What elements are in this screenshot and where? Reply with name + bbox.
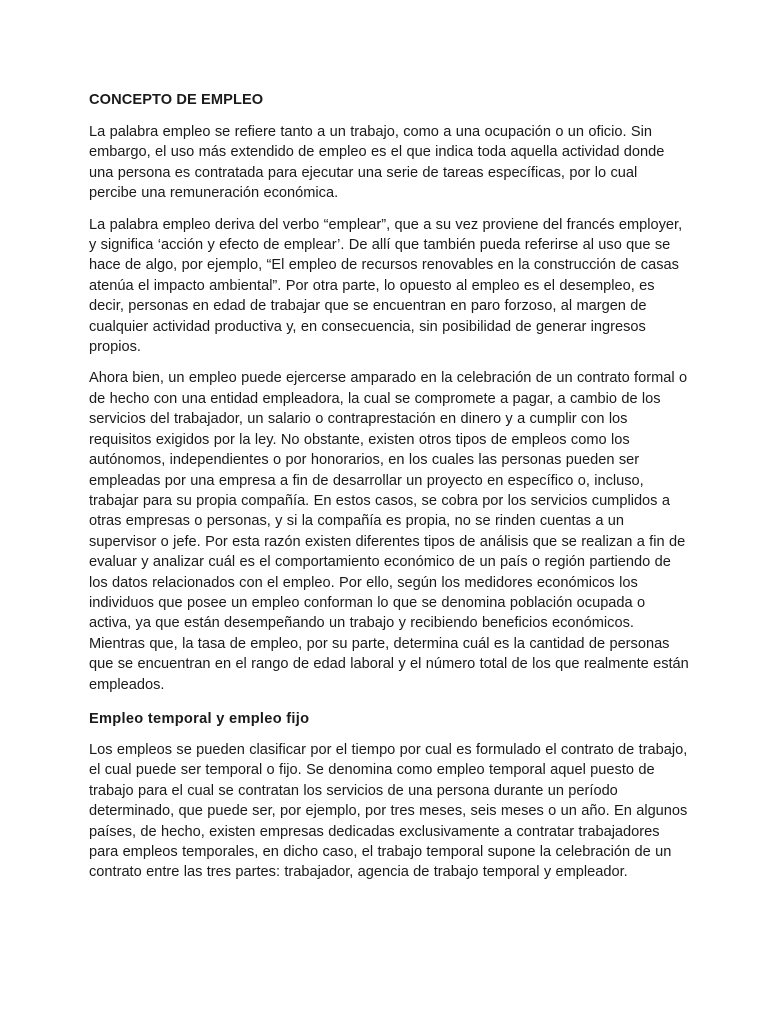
paragraph-1: La palabra empleo se refiere tanto a un trabajo, como a una ocupación o un oficio. Sin embargo, el uso más extendido de empleo es el que indica toda aquella actividad donde una persona es contratada para ejecutar una serie de tareas específicas, por lo cual percibe una remuneración económica. (89, 124, 665, 202)
paragraph-3: Ahora bien, un empleo puede ejercerse amparado en la celebración de un contrato formal o de hecho con una entidad empleadora, la cual se compromete a pagar, a cambio de los servicios del trabajador, un salario o contraprestación en dinero y a cumplir con los requisitos exigidos por la ley. No obstante, existen otros tipos de empleos como los autónomos, independientes o por honorarios, en los cuales las personas pueden ser empleadas por una empresa a fin de desarrollar un proyecto en específico o, incluso, trabajar para su propia compañía. En estos casos, se cobra por los servicios cumplidos a otras empresas o personas, y si la compañía es propia, no se rinden cuentas a un supervisor o jefe. Por esta razón existen diferentes tipos de análisis que se realizan a fin de evaluar y analizar cuál es el comportamiento económico de un país o región partiendo de los datos relacionados con el empleo. Por ello, según los medidores económicos los individuos que posee un empleo conforman lo que se denomina población ocupada o activa, ya que están desempeñando un trabajo y recibiendo beneficios económicos. Mientras que, la tasa de empleo, por su parte, determina cuál es la cantidad de personas que se encuentran en el rango de edad laboral y el número total de los que realmente están empleados. (89, 370, 689, 693)
section-heading: Empleo temporal y empleo fijo (89, 710, 310, 727)
document-title: CONCEPTO DE EMPLEO (89, 92, 264, 108)
paragraph-2: La palabra empleo deriva del verbo “emplear”, que a su vez proviene del francés employer, y significa ‘acción y efecto de emplear’. De allí que también pueda referirse al uso que se hace de algo, por ejemplo, “El empleo de recursos renovables en la construcción de casas atenúa el impacto ambiental”. Por otra parte, lo opuesto al empleo es el desempleo, es decir, personas en edad de trabajar que se encuentran en paro forzoso, al margen de cualquier actividad productiva y, en consecuencia, sin posibilidad de generar ingresos propios. (89, 216, 683, 356)
paragraph-4: Los empleos se pueden clasificar por el tiempo por cual es formulado el contrato de trabajo, el cual puede ser temporal o fijo. Se denomina como empleo temporal aquel puesto de trabajo para el cual se contratan los servicios de una persona durante un período determinado, que puede ser, por ejemplo, por tres meses, seis meses o un año. En algunos países, de hecho, existen empresas dedicadas exclusivamente a contratar trabajadores para empleos temporales, en dicho caso, el trabajo temporal supone la celebración de un contrato entre las tres partes: trabajador, agencia de trabajo temporal y empleador. (89, 741, 688, 881)
document-body (89, 90, 689, 894)
